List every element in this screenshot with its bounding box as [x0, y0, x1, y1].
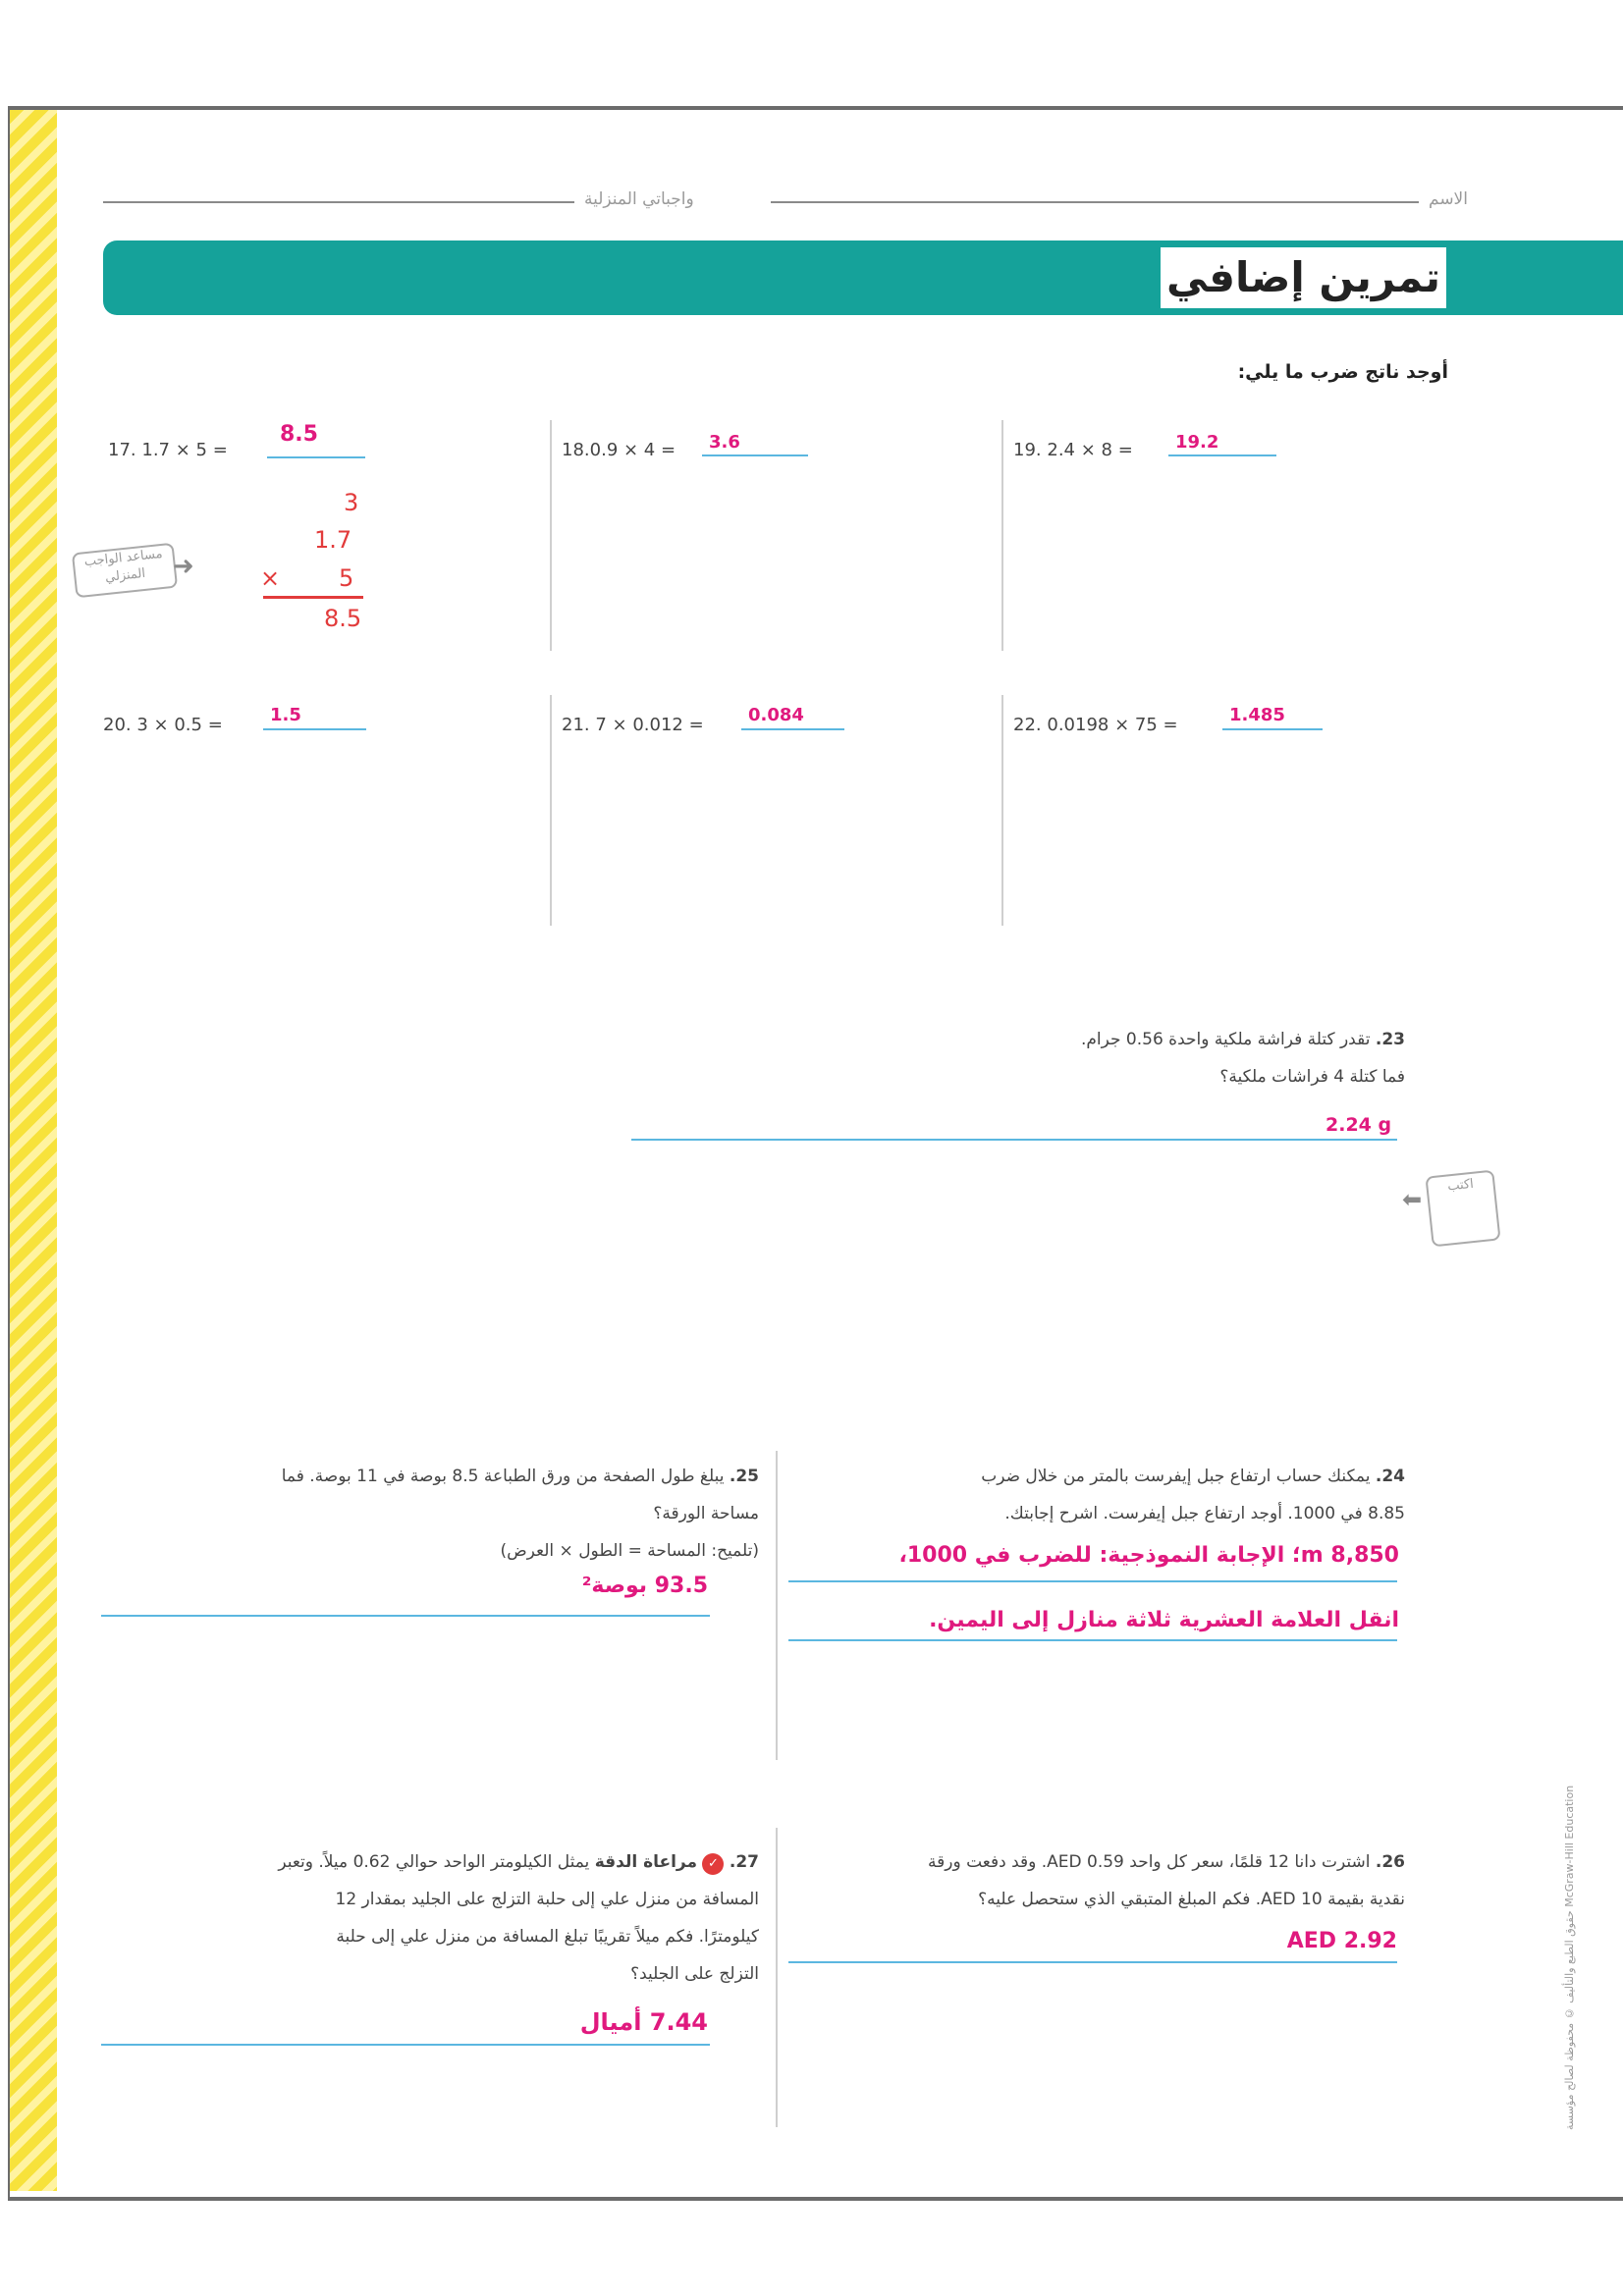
q26-text: [816, 1843, 1405, 1918]
column-divider: [550, 695, 552, 926]
problem-expression: 2.4 × 8 =: [1047, 440, 1133, 460]
q24-text: [816, 1458, 1405, 1532]
q25-number: 25.: [729, 1467, 759, 1486]
q23-answer: 2.24 g: [1325, 1114, 1392, 1136]
q27-answer-line: [101, 2044, 710, 2046]
q24-line-1: 24. يمكنك حساب ارتفاع جبل إيفرست بالمتر من خلال ضرب: [981, 1467, 1405, 1486]
q23-answer-line: [631, 1139, 1397, 1141]
q27-line-3: كيلومترًا. فكم ميلاً تقريبًا تبلغ المسافة من منزل علي إلى حلبة: [336, 1927, 759, 1947]
column-divider: [776, 1828, 778, 2127]
q26-answer-line: [788, 1961, 1397, 1963]
q25-answer: 93.5 بوصة²: [581, 1574, 708, 1598]
q23-text: [855, 1021, 1405, 1095]
q27-number: 27.: [729, 1852, 759, 1872]
q23-line-2: فما كتلة 4 فراشات ملكية؟: [1219, 1067, 1405, 1087]
problem-21: [562, 715, 704, 735]
problem-number: 19.: [1013, 440, 1042, 460]
problem-number: 21.: [562, 715, 590, 735]
q24-answer-line-1: [788, 1580, 1397, 1582]
column-divider: [776, 1451, 778, 1760]
q26-line-1: 26. اشترت دانا 12 قلمًا، سعر كل واحد 0.59 AED. وقد دفعت ورقة: [928, 1852, 1405, 1872]
q27-line-4: التزلج على الجليد؟: [630, 1964, 759, 1984]
q27-text: [111, 1843, 759, 1993]
homework-helper-tag: مساعد الواجب المنزلي: [72, 543, 178, 599]
q25-answer-line: [101, 1615, 710, 1617]
worked-top: 1.7: [314, 526, 352, 554]
problem-number: 18.: [562, 440, 590, 460]
q24-line-2: 8.85 في 1000. أوجد ارتفاع جبل إيفرست. اشرح إجابتك.: [1004, 1504, 1405, 1523]
q24-answer-1: 8,850 m؛ الإجابة النموذجية: للضرب في 1000،: [898, 1543, 1399, 1568]
problem-expression: 3 × 0.5 =: [136, 715, 223, 735]
worked-operator: ×: [260, 564, 281, 592]
q23-line-1: 23. تقدر كتلة فراشة ملكية واحدة 0.56 جرام.: [1080, 1030, 1405, 1049]
q27-line-1: 27. ✓ مراعاة الدقة يمثل الكيلومتر الواحد حوالي 0.62 ميلاً. وتعبر: [111, 1843, 759, 1881]
q27-line-2: المسافة من منزل علي إلى حلبة التزلج على الجليد بمقدار 12: [335, 1890, 759, 1909]
arrow-right-icon: ➜: [173, 552, 194, 581]
q26-answer: AED 2.92: [1286, 1929, 1397, 1953]
name-label: الاسم: [1429, 189, 1468, 209]
answer-line-21: [741, 728, 844, 730]
problem-19: [1013, 440, 1133, 460]
copyright-note: حقوق الطبع والتأليف © محفوظة لصالح مؤسسة McGraw-Hill Education: [1563, 1785, 1576, 2130]
q25-line-2: مساحة الورقة؟: [653, 1504, 759, 1523]
problem-17: [108, 440, 228, 460]
binding-stripe: [10, 110, 57, 2191]
answer-19: 19.2: [1175, 432, 1219, 453]
answer-line-18: [702, 454, 808, 456]
q25-text: [131, 1458, 759, 1570]
arrow-left-icon: ⬅: [1402, 1186, 1423, 1213]
problem-expression: 1.7 × 5 =: [141, 440, 228, 460]
column-divider: [1001, 695, 1003, 926]
answer-line-19: [1168, 454, 1276, 456]
name-line: [771, 201, 1419, 203]
q24-answer-2: انقل العلامة العشرية ثلاثة منازل إلى اليمين.: [929, 1608, 1399, 1632]
page-title: تمرين إضافي: [1161, 247, 1446, 308]
problem-18: [562, 440, 676, 460]
answer-17: 8.5: [280, 422, 318, 447]
q25-hint: (تلميح: المساحة = الطول × العرض): [500, 1541, 759, 1561]
problem-expression: 0.0198 × 75 =: [1047, 715, 1178, 735]
q26-line-2: نقدية بقيمة 10 AED. فكم المبلغ المتبقي الذي ستحصل عليه؟: [978, 1890, 1405, 1909]
answer-line-20: [263, 728, 366, 730]
problem-20: [103, 715, 223, 735]
column-divider: [550, 420, 552, 651]
instruction: أوجد ناتج ضرب ما يلي:: [1237, 361, 1448, 383]
homework-line: [103, 201, 574, 203]
answer-20: 1.5: [270, 705, 301, 725]
problem-number: 17.: [108, 440, 136, 460]
homework-label: واجباتي المنزلية: [584, 189, 694, 209]
problem-expression: 0.9 × 4 =: [589, 440, 676, 460]
problem-number: 20.: [103, 715, 132, 735]
q27-label: مراعاة الدقة: [594, 1852, 698, 1872]
q26-number: 26.: [1375, 1852, 1405, 1872]
problem-expression: 7 × 0.012 =: [595, 715, 704, 735]
q27-answer: 7.44 أميال: [579, 2008, 708, 2036]
q24-answer-line-2: [788, 1639, 1397, 1641]
write-tag: اكتب: [1425, 1170, 1500, 1248]
worked-result: 8.5: [324, 605, 362, 632]
answer-line-17: [267, 456, 365, 458]
problem-22: [1013, 715, 1178, 735]
worked-rule: [263, 596, 363, 599]
worked-carry: 3: [344, 489, 359, 516]
answer-21: 0.084: [748, 705, 804, 725]
q23-number: 23.: [1375, 1030, 1405, 1049]
answer-18: 3.6: [709, 432, 740, 453]
q24-number: 24.: [1375, 1467, 1405, 1486]
column-divider: [1001, 420, 1003, 651]
answer-line-22: [1222, 728, 1323, 730]
problem-number: 22.: [1013, 715, 1042, 735]
q25-line-1: 25. يبلغ طول الصفحة من ورق الطباعة 8.5 بوصة في 11 بوصة. فما: [281, 1467, 759, 1486]
precision-badge-icon: ✓: [702, 1853, 724, 1875]
answer-22: 1.485: [1229, 705, 1285, 725]
worked-bottom: 5: [339, 564, 354, 592]
